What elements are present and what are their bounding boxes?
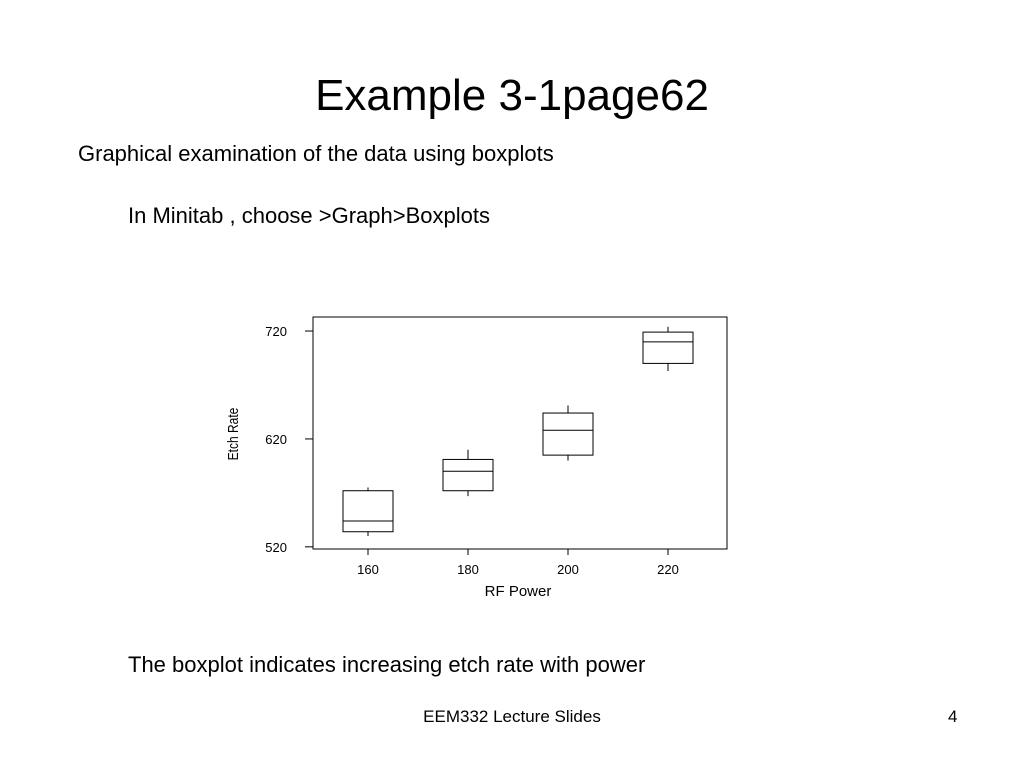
x-axis-title: RF Power <box>484 583 552 600</box>
box-220 <box>643 332 693 363</box>
plot-frame <box>313 317 727 549</box>
y-tick-label: 520 <box>265 539 287 555</box>
x-tick-label: 180 <box>457 562 479 577</box>
boxplot-chart <box>200 300 740 610</box>
y-tick-label: 720 <box>265 324 287 340</box>
plot-area <box>265 317 727 577</box>
box-180 <box>443 459 493 490</box>
y-axis-title: Etch Rate <box>224 407 242 461</box>
x-tick-label: 200 <box>557 562 579 577</box>
footer-title: EEM332 Lecture Slides <box>423 707 601 726</box>
box-160 <box>343 491 393 532</box>
box-200 <box>543 413 593 455</box>
y-tick-label: 620 <box>265 431 287 447</box>
x-tick-label: 160 <box>357 562 379 577</box>
slide-subtitle: Graphical examination of the data using boxplots <box>78 141 554 166</box>
conclusion-text: The boxplot indicates increasing etch rate with power <box>128 652 646 677</box>
page-number: 4 <box>948 707 958 726</box>
minitab-instruction: In Minitab , choose >Graph>Boxplots <box>128 203 490 228</box>
slide-title: Example 3-1page62 <box>315 71 709 120</box>
x-tick-label: 220 <box>657 562 679 577</box>
